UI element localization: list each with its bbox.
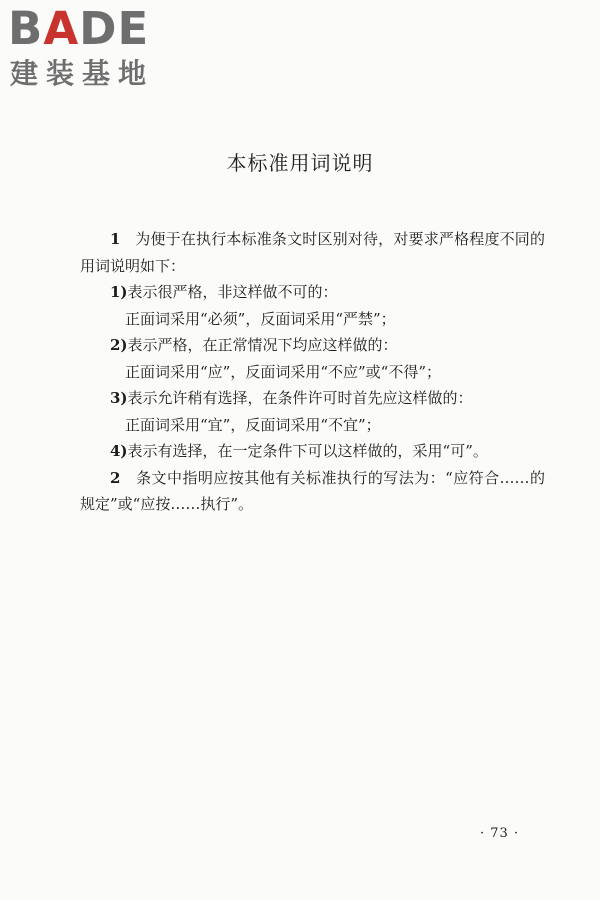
section-text: 为便于在执行本标准条文时区别对待，对要求严格程度不同的用词说明如下： [80,230,545,275]
item-detail: 正面词采用“应”，反面词采用“不应”或“不得”； [125,362,442,381]
document-body [80,226,545,518]
section-number: 2 [110,468,121,487]
item-detail: 正面词采用“必须”，反面词采用“严禁”； [125,309,396,328]
item-number: 4) [110,442,128,460]
item-number: 1) [110,283,128,301]
section-number: 1 [110,230,121,248]
page-number: · 73 · [480,826,520,841]
list-item [80,279,545,306]
logo-wordmark [8,4,149,54]
item-text: 表示很严格，非这样做不可的： [127,283,338,301]
logo-tagline: 建装基地 [10,57,155,90]
item-number: 2) [110,336,128,354]
logo-letter-a: A [43,2,80,55]
list-item [80,385,545,412]
item-text: 表示严格，在正常情况下均应这样做的： [127,336,398,354]
bade-logo [8,4,173,90]
section-2 [80,465,545,518]
item-number: 3) [110,389,128,407]
list-item [80,332,545,359]
list-item [80,438,545,465]
item-text: 表示有选择，在一定条件下可以这样做的，采用“可”。 [127,442,488,460]
section-text: 条文中指明应按其他有关标准执行的写法为：“应符合……的规定”或“应按……执行”。 [80,468,545,513]
item-detail: 正面词采用“宜”，反面词采用“不宜”； [125,415,381,434]
page-title: 本标准用词说明 [226,151,374,175]
logo-letter-b: B [8,2,44,55]
section-1 [80,226,545,279]
item-text: 表示允许稍有选择，在条件许可时首先应这样做的： [127,389,473,407]
logo-letters-de: DE [79,2,150,55]
